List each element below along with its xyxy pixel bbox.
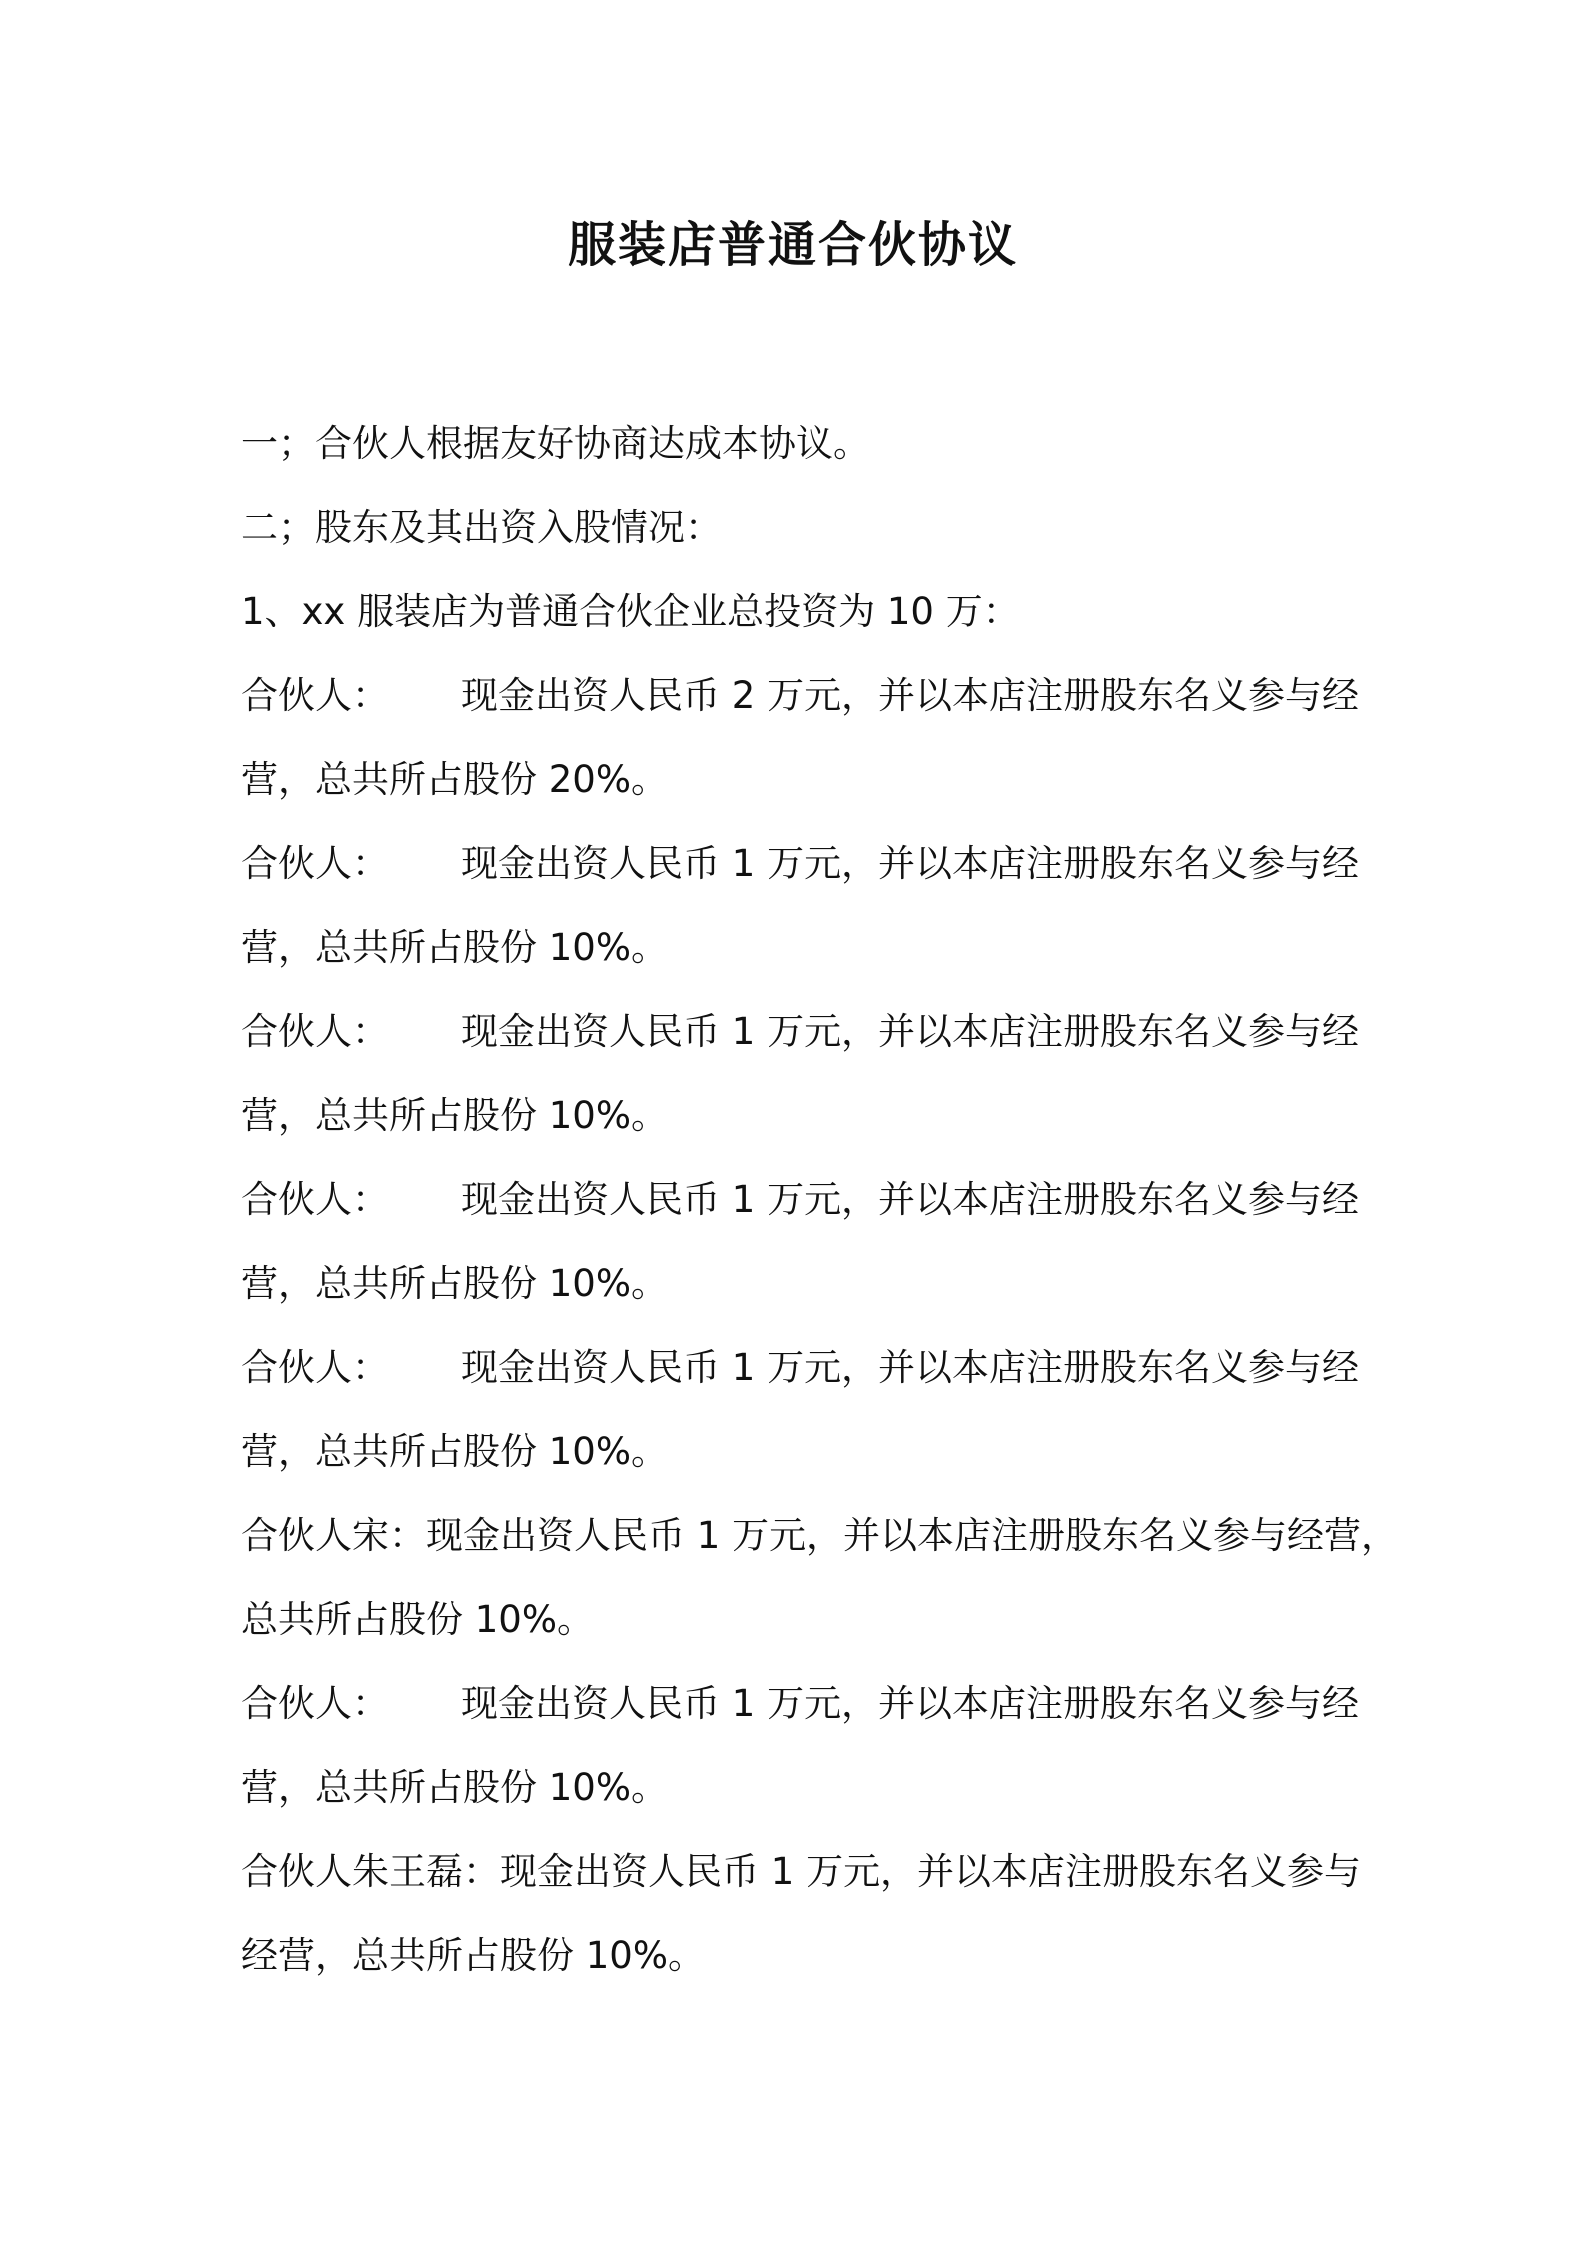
partner-contribution: 现金出资人民币 1 万元，并以本店注册股东名义参与经 (461, 1346, 1360, 1389)
partner-entry-8-line-1 (241, 1830, 1361, 1914)
document-body (241, 402, 1399, 1998)
partner-contribution: 现金出资人民币 1 万元，并以本店注册股东名义参与经营， (426, 1514, 1399, 1557)
partner-label: 合伙人： (241, 674, 389, 717)
partner-contribution: 现金出资人民币 1 万元，并以本店注册股东名义参与经 (461, 842, 1360, 885)
partner-label: 合伙人： (241, 1682, 389, 1725)
partner-contribution: 现金出资人民币 1 万元，并以本店注册股东名义参与 (500, 1850, 1362, 1893)
partner-entry-6-line-2: 总共所占股份 10%。 (241, 1598, 594, 1641)
partner-entry-1-line-1 (241, 654, 1361, 738)
partner-label: 合伙人： (241, 1010, 389, 1053)
partner-label: 合伙人： (241, 842, 389, 885)
partner-entry-5-line-1 (241, 1326, 1361, 1410)
partner-entry-3-line-2: 营，总共所占股份 10%。 (241, 1094, 668, 1137)
partner-label: 合伙人朱王磊： (241, 1850, 500, 1893)
partner-label: 合伙人宋： (241, 1514, 426, 1557)
partner-entry-2-line-2: 营，总共所占股份 10%。 (241, 926, 668, 969)
partner-contribution: 现金出资人民币 2 万元，并以本店注册股东名义参与经 (461, 674, 1360, 717)
partner-entry-8-line-2: 经营，总共所占股份 10%。 (241, 1934, 705, 1977)
partner-entry-6-line-1 (241, 1494, 1399, 1578)
partner-entry-2-line-1 (241, 822, 1361, 906)
partner-entry-7-line-2: 营，总共所占股份 10%。 (241, 1766, 668, 1809)
partner-contribution: 现金出资人民币 1 万元，并以本店注册股东名义参与经 (461, 1010, 1360, 1053)
partner-label: 合伙人： (241, 1178, 389, 1221)
partner-label: 合伙人： (241, 1346, 389, 1389)
partner-contribution: 现金出资人民币 1 万元，并以本店注册股东名义参与经 (461, 1178, 1360, 1221)
clause-2: 二；股东及其出资入股情况： (241, 506, 722, 549)
clause-1: 一；合伙人根据友好协商达成本协议。 (241, 422, 870, 465)
partner-entry-4-line-1 (241, 1158, 1361, 1242)
partner-contribution: 现金出资人民币 1 万元，并以本店注册股东名义参与经 (461, 1682, 1360, 1725)
partner-entry-4-line-2: 营，总共所占股份 10%。 (241, 1262, 668, 1305)
item-1: 1、xx 服装店为普通合伙企业总投资为 10 万： (241, 590, 1020, 633)
partner-entry-1-line-2: 营，总共所占股份 20%。 (241, 758, 668, 801)
partner-entry-7-line-1 (241, 1662, 1361, 1746)
document-title: 服装店普通合伙协议 (567, 217, 1018, 273)
partner-entry-5-line-2: 营，总共所占股份 10%。 (241, 1430, 668, 1473)
partner-entry-3-line-1 (241, 990, 1361, 1074)
